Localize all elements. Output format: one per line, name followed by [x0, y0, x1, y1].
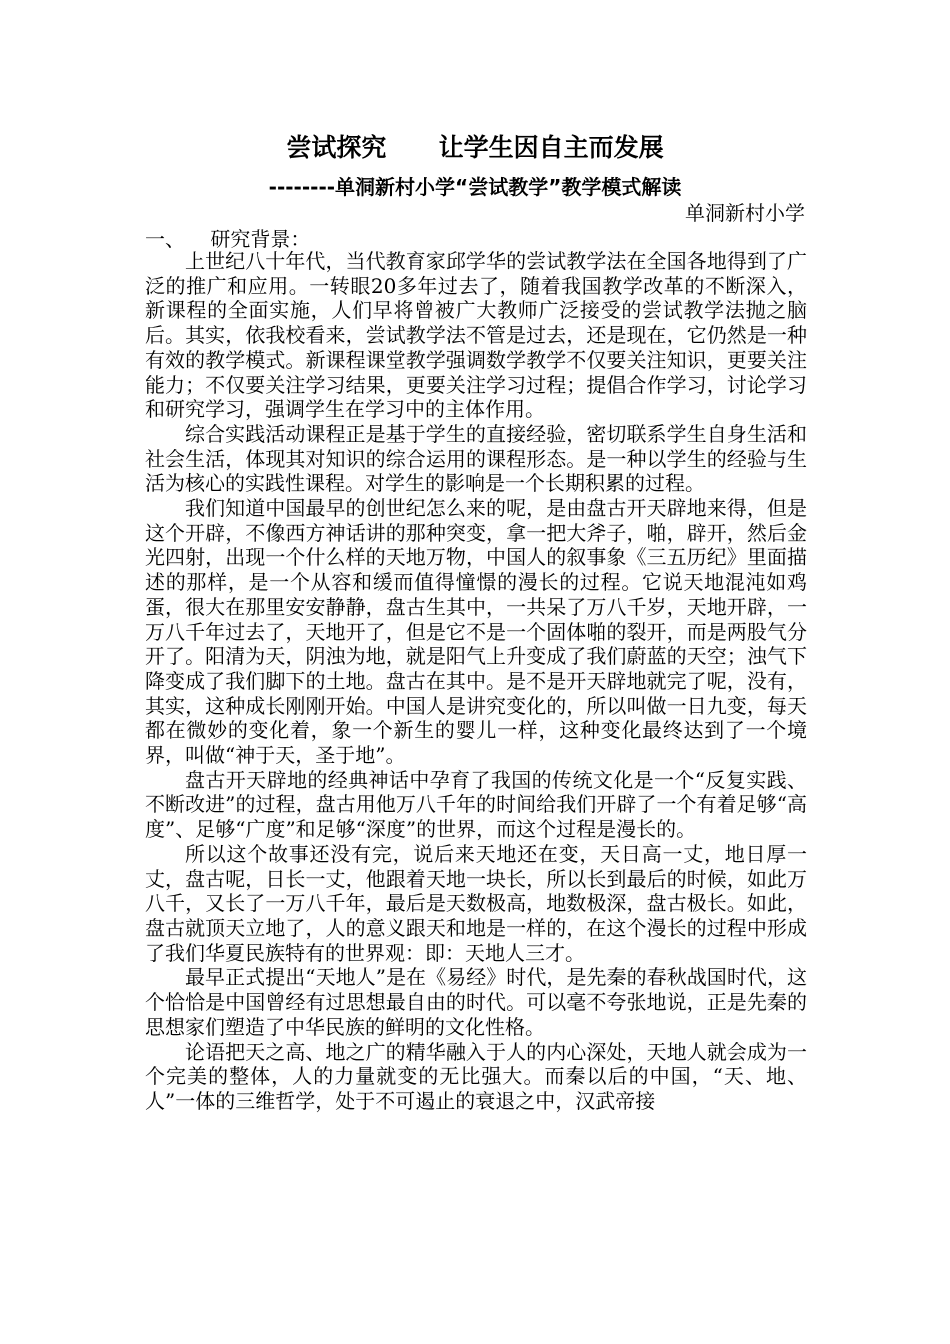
paragraph: 综合实践活动课程正是基于学生的直接经验，密切联系学生自身生活和社会生活，体现其对知识的综合运用的课程形态。是一种以学生的经验与生活为核心的实践性课程。对学生的影响是一个长期积累的过程。 [145, 421, 807, 496]
document-subtitle: --------单洞新村小学“尝试教学”教学模式解读 [268, 175, 682, 199]
paragraph: 上世纪八十年代，当代教育家邱学华的尝试教学法在全国各地得到了广泛的推广和应用。一转眼20多年过去了，随着我国教学改革的不断深入，新课程的全面实施，人们早将曾被广大教师广泛接受的尝试教学法抛之脑后。其实，依我校看来，尝试教学法不管是过去，还是现在，它仍然是一种有效的教学模式。新课程课堂教学强调数学教学不仅要关注知识，更要关注能力；不仅要关注学习结果，更要关注学习过程；提倡合作学习，讨论学习和研究学习，强调学生在学习中的主体作用。 [145, 249, 807, 422]
paragraph: 所以这个故事还没有完，说后来天地还在变，天日高一丈，地日厚一丈，盘古呢，日长一丈，他跟着天地一块长，所以长到最后的时候，如此万八千，又长了一万八千年，最后是天数极高，地数极深，盘古极长。如此，盘古就顶天立地了，人的意义跟天和地是一样的，在这个漫长的过程中形成了我们华夏民族特有的世界观：即：天地人三才。 [145, 841, 807, 965]
document-title: 尝试探究 让学生因自主而发展 [286, 133, 664, 162]
paragraph: 论语把天之高、地之广的精华融入于人的内心深处，天地人就会成为一个完美的整体，人的力量就变的无比强大。而秦以后的中国，“天、地、人”一体的三维哲学，处于不可遏止的衰退之中，汉武帝接 [145, 1039, 807, 1113]
paragraph: 我们知道中国最早的创世纪怎么来的呢，是由盘古开天辟地来得，但是这个开辟，不像西方神话讲的那种突变，拿一把大斧子，啪，辟开，然后金光四射，出现一个什么样的天地万物，中国人的叙事象《三五历纪》里面描述的那样，是一个从容和缓而值得憧憬的漫长的过程。它说天地混沌如鸡蛋，很大在那里安安静静，盘古生其中，一共呆了万八千岁，天地开辟，一万八千年过去了，天地开了，但是它不是一个固体啪的裂开，而是两股气分开了。阳清为天，阴浊为地，就是阳气上升变成了我们蔚蓝的天空；浊气下降变成了我们脚下的土地。盘古在其中。是不是开天辟地就完了呢，没有，其实，这种成长刚刚开始。中国人是讲究变化的，所以叫做一日九变，每天都在微妙的变化着，象一个新生的婴儿一样，这种变化最终达到了一个境界，叫做“神于天，圣于地”。 [145, 496, 807, 768]
document-body [145, 249, 807, 1114]
section-heading: 一、 研究背景： [145, 227, 311, 251]
paragraph: 最早正式提出“天地人”是在《易经》时代，是先秦的春秋战国时代，这个恰恰是中国曾经有过思想最自由的时代。可以毫不夸张地说，正是先秦的思想家们塑造了中华民族的鲜明的文化性格。 [145, 965, 807, 1039]
document-author: 单洞新村小学 [685, 201, 805, 225]
paragraph: 盘古开天辟地的经典神话中孕育了我国的传统文化是一个“反复实践、不断改进”的过程，盘古用他万八千年的时间给我们开辟了一个有着足够“高度”、足够“广度”和足够“深度”的世界，而这个过程是漫长的。 [145, 767, 807, 842]
